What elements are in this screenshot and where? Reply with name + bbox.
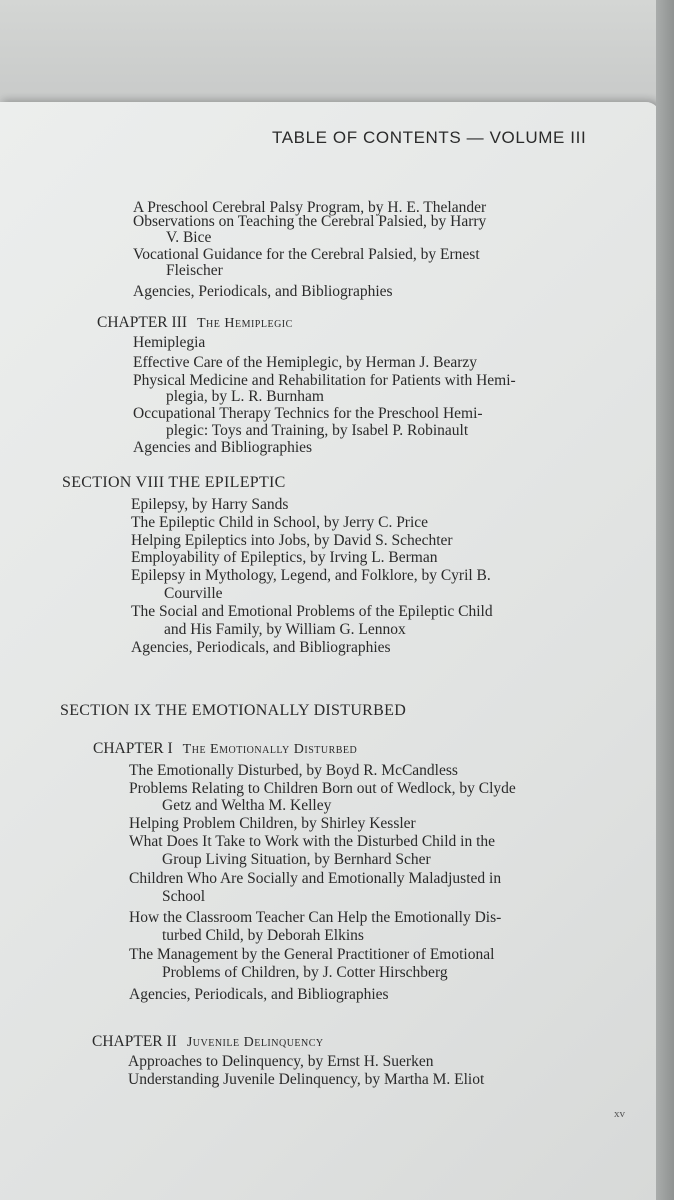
- toc-entry: Physical Medicine and Rehabilitation for Patients with Hemi-: [133, 372, 516, 389]
- chapter-title: The Hemiplegic: [196, 316, 293, 331]
- toc-entry: Understanding Juvenile Delinquency, by Martha M. Eliot: [128, 1071, 485, 1088]
- toc-entry-continuation: turbed Child, by Deborah Elkins: [162, 927, 364, 944]
- section-heading: SECTION VIII THE EPILEPTIC: [62, 474, 286, 491]
- chapter-heading: [97, 314, 293, 333]
- toc-entry: Problems Relating to Children Born out of Wedlock, by Clyde: [129, 780, 516, 797]
- toc-entry: The Management by the General Practitioner of Emotional: [129, 946, 495, 963]
- chapter-title: Juvenile Delinquency: [186, 1035, 324, 1050]
- toc-entry: Observations on Teaching the Cerebral Palsied, by Harry: [133, 213, 487, 230]
- toc-entry: How the Classroom Teacher Can Help the Emotionally Dis-: [129, 909, 502, 926]
- toc-entry: Epilepsy, by Harry Sands: [131, 496, 289, 513]
- book-edge: [656, 0, 674, 1200]
- toc-entry-continuation: Fleischer: [166, 262, 223, 279]
- toc-entry: Employability of Epileptics, by Irving L. Berman: [131, 549, 438, 566]
- toc-entry: Hemiplegia: [133, 334, 206, 351]
- toc-entry-continuation: V. Bice: [166, 229, 212, 246]
- toc-entry-continuation: Getz and Weltha M. Kelley: [162, 797, 332, 814]
- toc-entry: Agencies, Periodicals, and Bibliographies: [129, 986, 389, 1003]
- toc-entry: Agencies and Bibliographies: [133, 439, 313, 456]
- chapter-label: CHAPTER III: [97, 314, 187, 331]
- toc-entry-continuation: School: [162, 888, 206, 905]
- toc-entry: A Preschool Cerebral Palsy Program, by H. E. Thelander: [133, 199, 487, 216]
- toc-entry: The Social and Emotional Problems of the Epileptic Child: [131, 603, 493, 620]
- toc-entry: Agencies, Periodicals, and Bibliographies: [133, 283, 393, 300]
- chapter-label: CHAPTER II: [92, 1033, 177, 1050]
- toc-entry-continuation: Group Living Situation, by Bernhard Scher: [162, 851, 431, 868]
- toc-entry-continuation: and His Family, by William G. Lennox: [164, 621, 406, 638]
- running-head: TABLE OF CONTENTS — VOLUME III: [272, 128, 587, 147]
- toc-entry: The Epileptic Child in School, by Jerry C. Price: [131, 514, 429, 531]
- toc-entry: Effective Care of the Hemiplegic, by Herman J. Bearzy: [133, 354, 478, 371]
- section-heading: SECTION IX THE EMOTIONALLY DISTURBED: [60, 702, 407, 719]
- toc-entry-continuation: Courville: [164, 585, 223, 602]
- chapter-heading: [92, 1033, 324, 1052]
- toc-entry: What Does It Take to Work with the Disturbed Child in the: [129, 833, 496, 850]
- toc-entry: Agencies, Periodicals, and Bibliographies: [131, 639, 391, 656]
- toc-entry-continuation: Problems of Children, by J. Cotter Hirschberg: [162, 964, 448, 981]
- toc-entry-continuation: plegia, by L. R. Burnham: [166, 388, 324, 405]
- toc-entry: Helping Epileptics into Jobs, by David S. Schechter: [131, 532, 453, 549]
- chapter-title: The Emotionally Disturbed: [182, 742, 358, 757]
- chapter-heading: [93, 740, 357, 759]
- toc-entry: Occupational Therapy Technics for the Preschool Hemi-: [133, 405, 483, 422]
- toc-entry: Epilepsy in Mythology, Legend, and Folklore, by Cyril B.: [131, 567, 491, 584]
- toc-entry: The Emotionally Disturbed, by Boyd R. McCandless: [129, 762, 458, 779]
- toc-entry: Children Who Are Socially and Emotionally Maladjusted in: [129, 870, 502, 887]
- toc-entry: Vocational Guidance for the Cerebral Palsied, by Ernest: [133, 246, 480, 263]
- page-number: xv: [614, 1108, 625, 1120]
- toc-entry: Helping Problem Children, by Shirley Kessler: [129, 815, 416, 832]
- toc-entry: Approaches to Delinquency, by Ernst H. Suerken: [128, 1053, 434, 1070]
- chapter-label: CHAPTER I: [93, 740, 173, 757]
- toc-entry-continuation: plegic: Toys and Training, by Isabel P. Robinault: [166, 422, 469, 439]
